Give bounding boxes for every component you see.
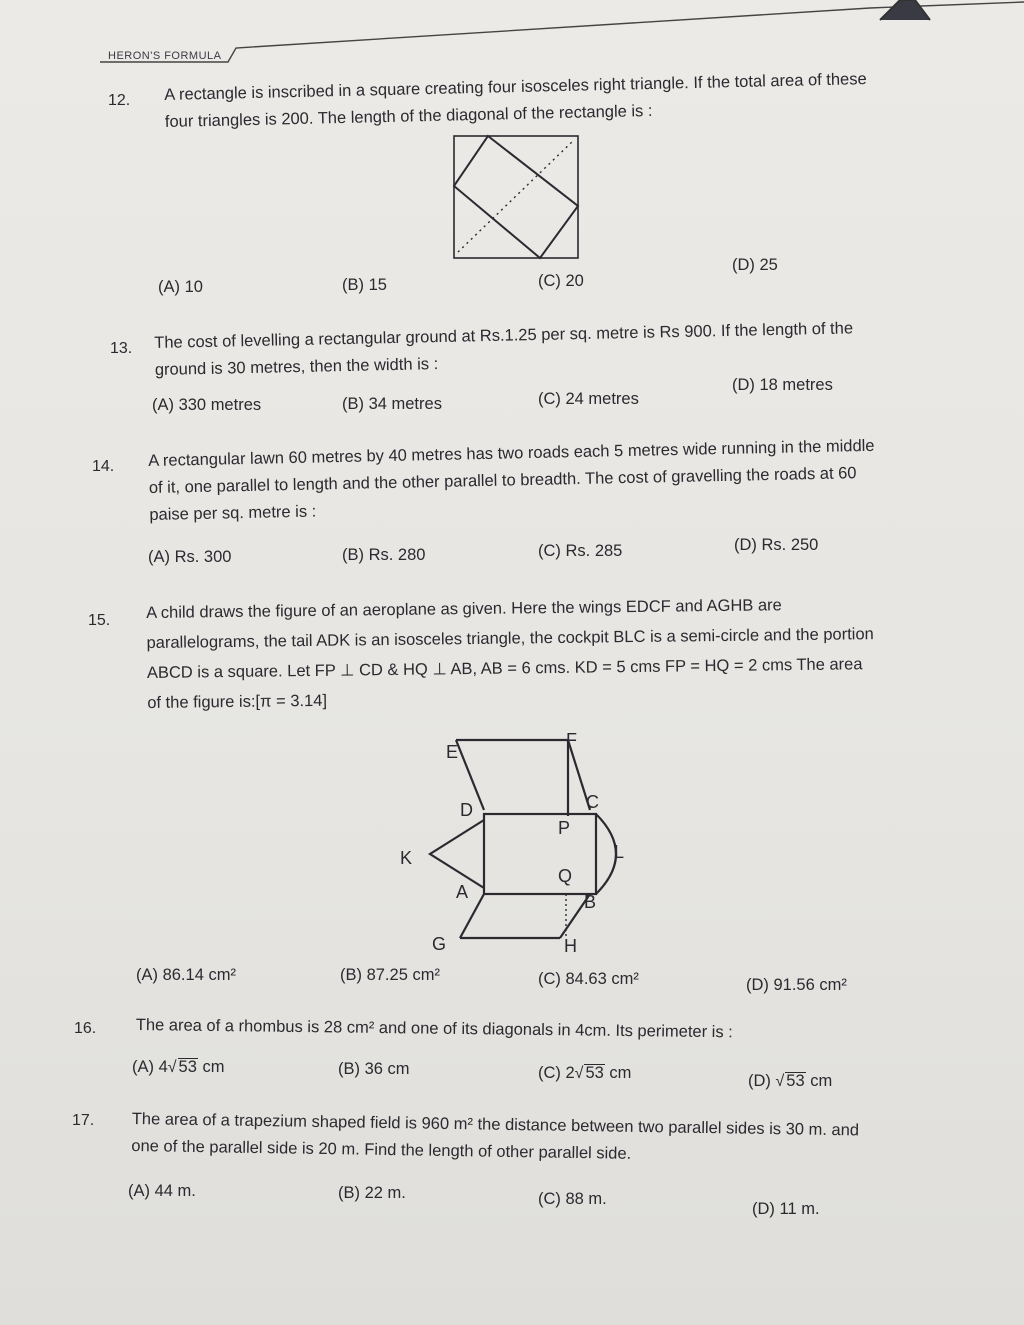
option-b[interactable]: (B) 22 m. xyxy=(338,1184,406,1202)
question-number: 15. xyxy=(88,612,111,629)
question-line: parallelograms, the tail ADK is an isosceles triangle, the cockpit BLC is a semi-circle and the portion xyxy=(146,625,874,652)
option-c[interactable]: (C) 24 metres xyxy=(538,390,639,408)
option-a[interactable]: (A) 86.14 cm² xyxy=(136,966,236,984)
question-line: paise per sq. metre is : xyxy=(149,502,317,524)
question-line: of the figure is:[π = 3.14] xyxy=(147,691,328,712)
question-line: A rectangular lawn 60 metres by 40 metres has two roads each 5 metres wide running in the middle xyxy=(148,436,875,470)
option-a[interactable]: (A) 44 m. xyxy=(128,1182,196,1200)
question-13-text xyxy=(154,313,965,384)
question-line: one of the parallel side is 20 m. Find the length of other parallel side. xyxy=(131,1136,632,1163)
question-line: ground is 30 metres, then the width is : xyxy=(154,355,439,379)
option-d[interactable]: (D) 18 metres xyxy=(732,376,833,394)
question-17-text xyxy=(131,1106,982,1173)
label-b: B xyxy=(584,892,597,912)
question-number: 13. xyxy=(110,340,133,357)
option-b[interactable]: (B) 34 metres xyxy=(342,395,442,413)
option-c[interactable]: (C) Rs. 285 xyxy=(538,542,623,560)
question-14-text xyxy=(148,431,970,529)
question-line: four triangles is 200. The length of the diagonal of the rectangle is : xyxy=(164,101,653,131)
question-line: The cost of levelling a rectangular ground at Rs.1.25 per sq. metre is Rs 900. If the length of the xyxy=(154,319,854,352)
question-line: A rectangle is inscribed in a square creating four isosceles right triangle. If the total area of these xyxy=(164,70,867,104)
question-line: of it, one parallel to length and the other parallel to breadth. The cost of gravelling the roads at 60 xyxy=(148,464,857,497)
question-line: The area of a trapezium shaped field is 960 m² the distance between two parallel sides is 30 m. and xyxy=(131,1109,860,1140)
question-line: ABCD is a square. Let FP ⊥ CD & HQ ⊥ AB, AB = 6 cms. KD = 5 cms FP = HQ = 2 cms The area xyxy=(146,655,863,682)
option-a[interactable]: (A) Rs. 300 xyxy=(148,548,232,566)
option-a[interactable]: (A) 330 metres xyxy=(152,396,262,414)
option-d[interactable]: (D) Rs. 250 xyxy=(734,536,819,554)
label-f: F xyxy=(566,730,577,750)
question-number: 17. xyxy=(72,1112,95,1129)
option-b[interactable]: (B) 15 xyxy=(342,276,387,294)
option-b[interactable]: (B) 87.25 cm² xyxy=(340,966,440,984)
question-number: 12. xyxy=(108,92,131,109)
label-l: L xyxy=(614,842,625,862)
label-k: K xyxy=(400,848,413,868)
option-d[interactable]: (D) 25 xyxy=(732,256,778,274)
question-number: 16. xyxy=(74,1020,97,1037)
label-h: H xyxy=(564,936,577,956)
option-a[interactable]: (A) 4√ 53 cm xyxy=(132,1058,225,1076)
question-16-text xyxy=(136,1012,956,1049)
option-a[interactable]: (A) 10 xyxy=(158,278,203,296)
option-d[interactable]: (D) √ 53 cm xyxy=(748,1072,833,1090)
label-a: A xyxy=(456,882,469,902)
label-p: P xyxy=(558,818,571,838)
label-q: Q xyxy=(558,866,573,886)
question-number: 14. xyxy=(92,458,115,475)
label-g: G xyxy=(432,934,447,954)
label-c: C xyxy=(586,792,599,812)
option-b[interactable]: (B) 36 cm xyxy=(338,1060,410,1078)
square-rectangle-figure xyxy=(450,132,585,262)
option-c[interactable]: (C) 20 xyxy=(538,272,584,290)
chapter-label: HERON'S FORMULA xyxy=(108,50,222,62)
aeroplane-figure xyxy=(390,726,650,958)
question-line: A child draws the figure of an aeroplane as given. Here the wings EDCF and AGHB are xyxy=(146,596,782,622)
question-15-text xyxy=(146,588,977,718)
label-e: E xyxy=(446,742,459,762)
option-d[interactable]: (D) 91.56 cm² xyxy=(746,976,847,994)
option-c[interactable]: (C) 88 m. xyxy=(538,1190,607,1208)
option-c[interactable]: (C) 2√ 53 cm xyxy=(538,1064,632,1082)
label-d: D xyxy=(460,800,473,820)
option-b[interactable]: (B) Rs. 280 xyxy=(342,546,426,564)
question-line: The area of a rhombus is 28 cm² and one of its diagonals in 4cm. Its perimeter is : xyxy=(135,1015,733,1042)
option-d[interactable]: (D) 11 m. xyxy=(752,1200,820,1218)
option-c[interactable]: (C) 84.63 cm² xyxy=(538,970,639,988)
